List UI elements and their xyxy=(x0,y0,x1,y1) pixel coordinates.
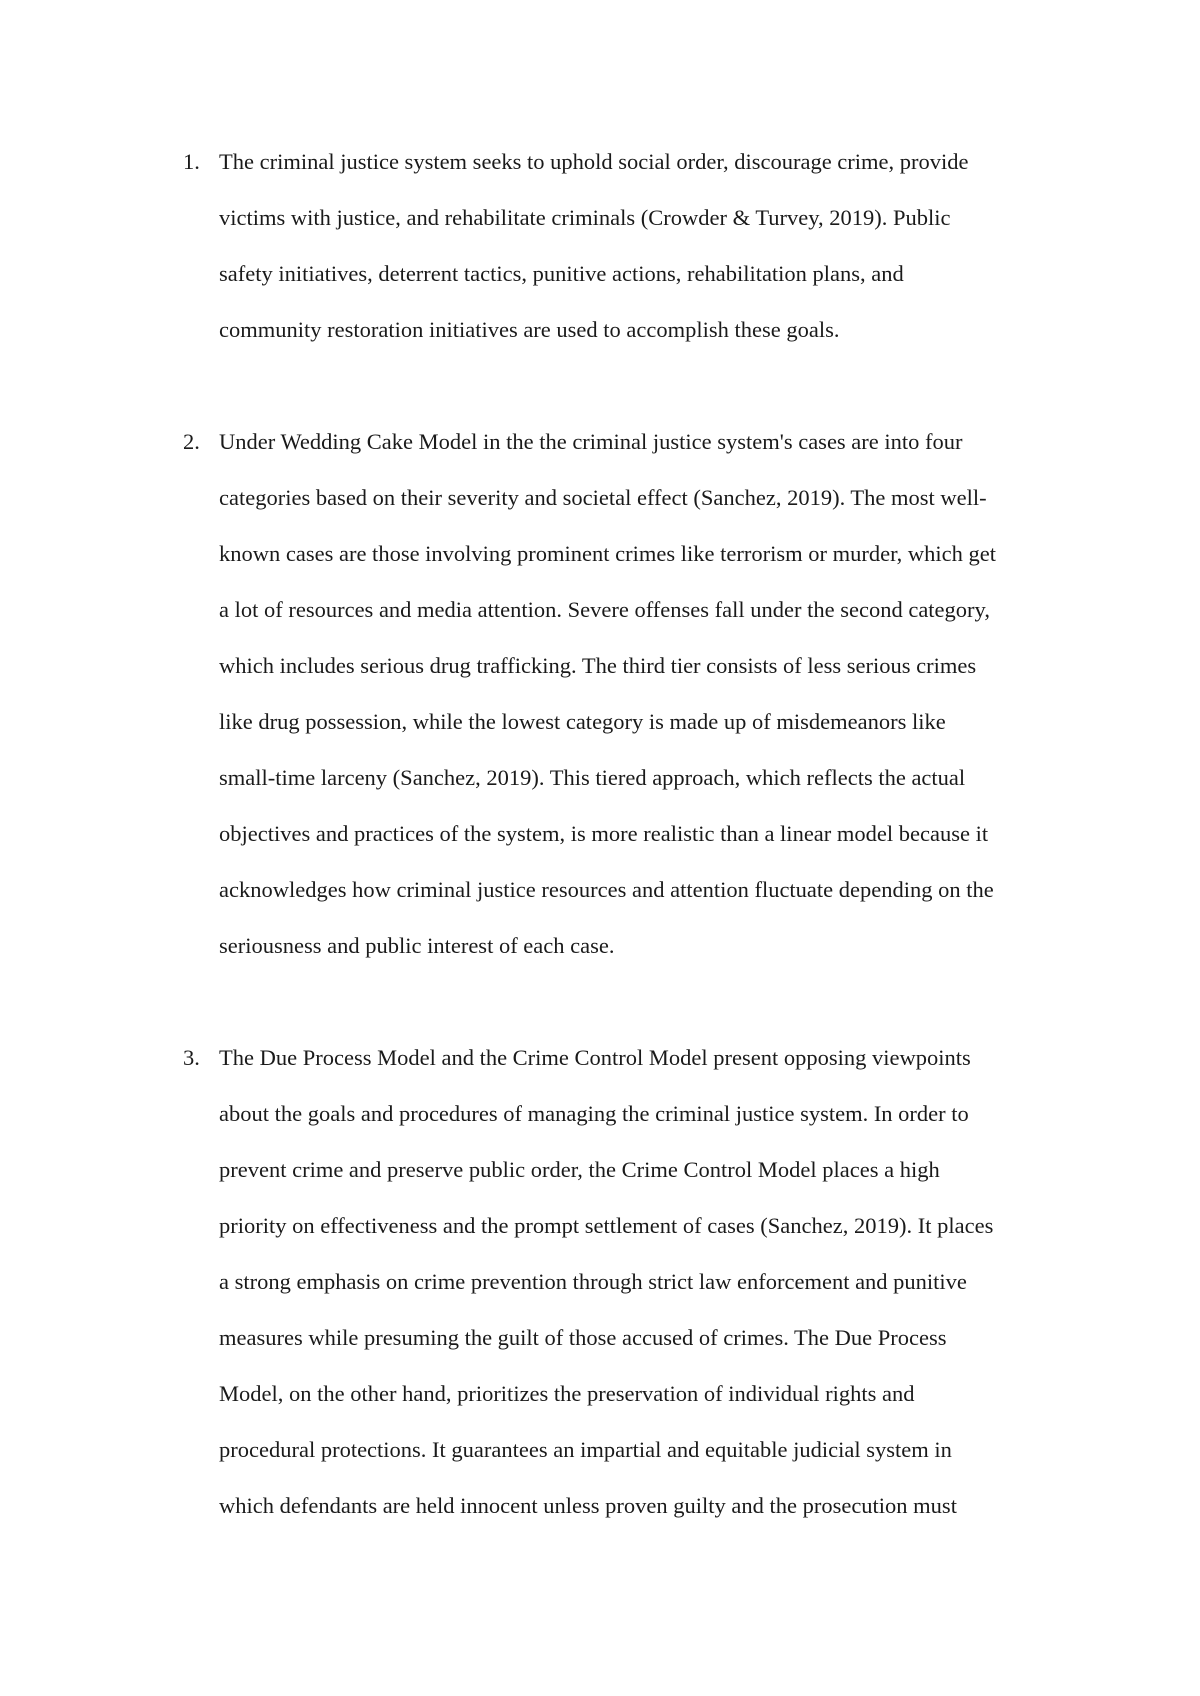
paragraph-line: acknowledges how criminal justice resources and attention fluctuate depending on the xyxy=(219,877,994,902)
paragraph-line: safety initiatives, deterrent tactics, punitive actions, rehabilitation plans, and xyxy=(219,261,904,286)
paragraph-line: The Due Process Model and the Crime Control Model present opposing viewpoints xyxy=(219,1045,971,1070)
paragraph-line: categories based on their severity and societal effect (Sanchez, 2019). The most well- xyxy=(219,485,987,510)
paragraph-line: priority on effectiveness and the prompt settlement of cases (Sanchez, 2019). It places xyxy=(219,1213,994,1238)
paragraph-line: The criminal justice system seeks to uphold social order, discourage crime, provide xyxy=(219,149,969,174)
paragraph-line: victims with justice, and rehabilitate criminals (Crowder & Turvey, 2019). Public xyxy=(219,205,951,230)
paragraph-line: prevent crime and preserve public order, the Crime Control Model places a high xyxy=(219,1157,940,1182)
list-number: 1. xyxy=(183,149,200,174)
paragraph-line: about the goals and procedures of managing the criminal justice system. In order to xyxy=(219,1101,969,1126)
paragraph-line: objectives and practices of the system, is more realistic than a linear model because it xyxy=(219,821,989,846)
paragraph-line: Model, on the other hand, prioritizes the preservation of individual rights and xyxy=(219,1381,915,1406)
list-number: 2. xyxy=(183,429,200,454)
paragraph-line: procedural protections. It guarantees an impartial and equitable judicial system in xyxy=(219,1437,952,1462)
paragraph-line: seriousness and public interest of each case. xyxy=(219,933,615,958)
paragraph-line: which includes serious drug trafficking. The third tier consists of less serious crimes xyxy=(219,653,977,678)
paragraph-line: a strong emphasis on crime prevention through strict law enforcement and punitive xyxy=(219,1269,967,1294)
paragraph-line: which defendants are held innocent unless proven guilty and the prosecution must xyxy=(219,1493,957,1518)
paragraph-line: community restoration initiatives are used to accomplish these goals. xyxy=(219,317,840,342)
paragraph-line: Under Wedding Cake Model in the the criminal justice system's cases are into four xyxy=(219,429,963,454)
paragraph-line: small-time larceny (Sanchez, 2019). This tiered approach, which reflects the actual xyxy=(219,765,966,790)
paragraph-line: known cases are those involving prominent crimes like terrorism or murder, which get xyxy=(219,541,997,566)
paragraph-line: like drug possession, while the lowest category is made up of misdemeanors like xyxy=(219,709,946,734)
list-number: 3. xyxy=(183,1045,200,1070)
paragraph-line: measures while presuming the guilt of those accused of crimes. The Due Process xyxy=(219,1325,947,1350)
paragraph-line: a lot of resources and media attention. Severe offenses fall under the second category, xyxy=(219,597,990,622)
